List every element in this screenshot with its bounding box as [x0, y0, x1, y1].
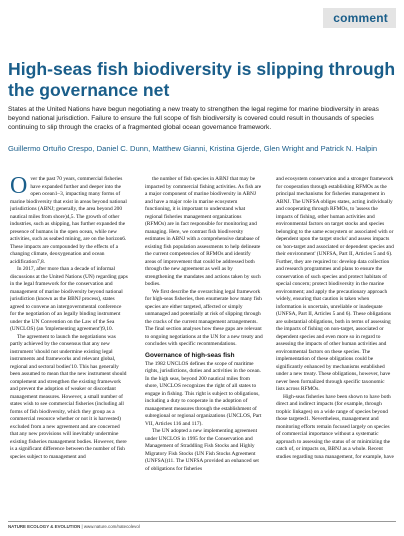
section-heading: Governance of high-seas fish — [145, 351, 235, 359]
body-paragraph — [276, 394, 394, 462]
body-paragraph — [145, 176, 263, 289]
paragraph-text: In 2017, after more than a decade of informal discussions at the United Nations (UN) regarding gaps in the legal framework for the conservation and management of marine biodiversity beyond national jurisdiction (known as the BBNJ process), states agreed to convene an intergovernmental conference for the negotiation of an legally binding instrument under the UN Convention on the Law of the Sea (UNCLOS) (an 'implementing agreement')9,10. — [10, 266, 128, 332]
page-footer — [8, 524, 396, 530]
body-paragraph — [276, 176, 394, 394]
body-column-3 — [276, 176, 394, 514]
paragraph-text: The 1982 UNCLOS defines the scope of maritime rights, jurisdictions, duties and activities in the ocean. In the high seas, beyond 200 nautical miles from shore, UNCLOS recognizes the right of all states to engage in fishing. This right is subject to obligations, including a duty to cooperate in the adoption of management measures through the establishment of subregional or regional organizations (UNCLOS, Part VII, Articles 116 and 117). — [145, 360, 262, 427]
body-paragraph — [10, 176, 128, 266]
body-column-1 — [10, 176, 128, 514]
body-column-2 — [145, 176, 263, 514]
drop-cap: O — [10, 176, 28, 199]
footer-info: | www.nature.com/natecolevol — [80, 524, 140, 529]
paragraph-text: The UN adopted a new implementing agreement under UNCLOS in 1995 for the Conservation and Management of Straddling Fish Stocks and Highly Migratory Fish Stocks (UN Fish Stocks Agreement (UNFSA))11. The UNFSA provided an enhanced set of obligations for fisheries — [145, 428, 259, 472]
paragraph-text: High-seas fisheries have been shown to have both direct and indirect impacts (for example, through trophic linkages) on a wide range of species beyond those targeted1. Nevertheless, management and monitoring efforts remain focused largely on species of commercial importance without a systematic approach to assessing the status of or minimizing the catch of, or impacts on, BBNJ as a whole. Recent studies regarding tuna management, for example, have — [276, 393, 394, 460]
footer-rule — [8, 521, 396, 522]
body-paragraph — [10, 334, 128, 462]
body-paragraph — [145, 361, 263, 429]
body-paragraph — [145, 428, 263, 473]
paragraph-text: The agreement to launch the negotiations was partly achieved by the consensus that any new instrument 'should not undermine existing legal instruments and frameworks and relevant global, regional and sectoral bodies'10. This has generally been assumed to mean that the new instrument should complement and strengthen the existing framework and prevent the adoption of weaker or discordant management measures. However, a small number of states wish to see commercial fisheries (including all forms of fish biodiversity, which they group as a commercial resource whether or not it is harvested) excluded from a new agreement and are concerned that any new provisions will inevitably undermine existing fisheries management bodies. However, there is a significant difference between the number of fish species subject to management and — [10, 333, 127, 460]
paragraph-text: the number of fish species in ABNJ that may be impacted by commercial fishing activities. As fish are a major component of marine biodiversity in ABNJ and have a major role in marine ecosystem functioning, it is important to understand what regional fisheries management organizations (RFMOs) are in fact responsible for monitoring and managing. Here, we contrast fish biodiversity estimates in ABNJ with a comprehensive database of existing fish population assessments to help delineate the current competencies of RFMOs and identify areas of improvement that could be addressed both through the new agreement as well as by strengthening the mandates and actions taken by such bodies. — [145, 176, 262, 287]
body-paragraph — [145, 289, 263, 349]
footer-journal: NATURE ECOLOGY & EVOLUTION — [8, 524, 81, 529]
body-paragraph — [10, 266, 128, 334]
paragraph-text: and ecosystem conservation and a stronger framework for cooperation through establishing RFMOs as the principal mechanisms for fisheries management in ABNJ. The UNFSA obliges states, acting individually and cooperating through RFMOs, to 'assess the impacts of fishing, other human activities and environmental factors on target stocks and species belonging to the same ecosystem or associated with or dependent upon the target stocks' and assess impacts on 'non-target and associated or dependent species and their environment' (UNFSA, Part II, Articles 5 and 6). Further, they are required to: develop data collection and research programmes and plans to ensure the conservation of such species and protect habitats of special concern; protect biodiversity in the marine environment; and apply the precautionary approach widely, ensuring that caution is taken when information is uncertain, unreliable or inadequate (UNFSA, Part II, Articles 5 and 6). These obligations are substantial obligations, both in terms of assessing the impacts of fishing on non-target, associated or dependent species and even more so in regard to assessing the impacts of other human activities and environmental factors on these species. The implementation of these obligations could be significantly enhanced by mechanisms established under a new treaty. These obligations, however, have never been formalized through specific taxonomic lists across RFMOs. — [276, 176, 394, 392]
section-label: comment — [323, 8, 396, 28]
paragraph-text: ver the past 70 years, commercial fisheries have expanded further and deeper into the open ocean1–3, impacting many forms of marine biodiversity that exist in areas beyond national jurisdictions (ABNJ; generally, the area beyond 200 nautical miles from shore)4,5. The growth of other industries, such as shipping, has further expanded the presence of humans in the open ocean, while new activities, such as seabed mining, are on the horizon6. These impacts are compounded by the effects of a changing climate, deoxygenation and ocean acidification7,8. — [10, 176, 127, 265]
article-title: High-seas fish biodiversity is slipping through the governance net — [8, 59, 396, 100]
authors: Guillermo Ortuño Crespo, Daniel C. Dunn, Matthew Gianni, Kristina Gjerde, Glen Wright and Patrick N. Halpin — [8, 144, 378, 153]
standfirst: States at the United Nations have begun negotiating a new treaty to strengthen the legal regime for marine biodiversity in areas beyond national jurisdiction. Failure to ensure the full scope of fish biodiversity is covered could result in thousands of species continuing to slip through the cracks of a fragmented global ocean governance framework. — [8, 106, 379, 131]
paragraph-text: We first describe the overarching legal framework for high-seas fisheries, then enumerate how many fish species are either targeted, affected or simply unmanaged and potentially at risk of slipping through the cracks of the current management arrangements. The final section analyses how these gaps are relevant to ongoing negotiations at the UN for a new treaty and concludes with specific recommendations. — [145, 288, 263, 347]
